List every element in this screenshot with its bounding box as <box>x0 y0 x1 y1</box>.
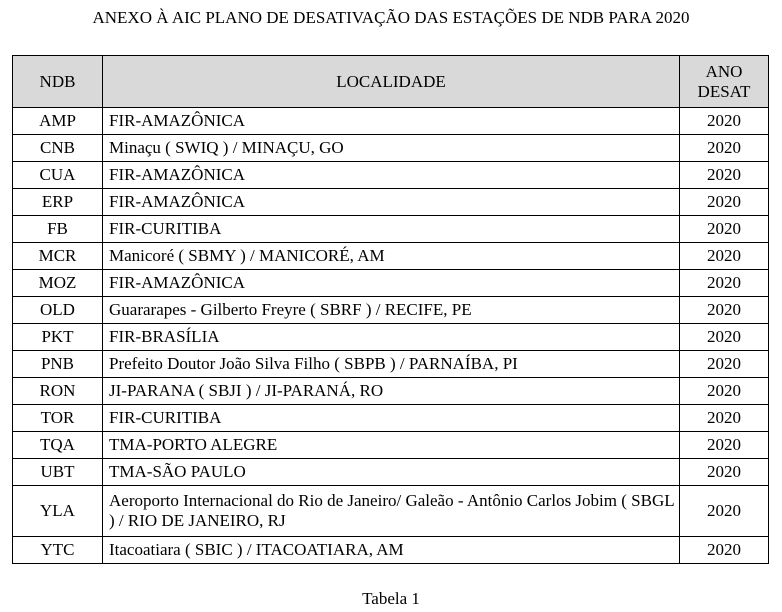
cell-ndb: YTC <box>13 537 103 564</box>
cell-ndb: CUA <box>13 162 103 189</box>
cell-ano-desat: 2020 <box>680 378 769 405</box>
cell-ano-desat: 2020 <box>680 405 769 432</box>
cell-localidade: Guararapes - Gilberto Freyre ( SBRF ) / RECIFE, PE <box>103 297 680 324</box>
cell-localidade: FIR-AMAZÔNICA <box>103 108 680 135</box>
cell-localidade: TMA-SÃO PAULO <box>103 459 680 486</box>
column-header-ndb: NDB <box>13 56 103 108</box>
cell-localidade: TMA-PORTO ALEGRE <box>103 432 680 459</box>
cell-localidade: JI-PARANA ( SBJI ) / JI-PARANÁ, RO <box>103 378 680 405</box>
table-row <box>13 537 769 564</box>
cell-ndb: CNB <box>13 135 103 162</box>
cell-localidade: Manicoré ( SBMY ) / MANICORÉ, AM <box>103 243 680 270</box>
cell-ndb: TQA <box>13 432 103 459</box>
cell-ano-desat: 2020 <box>680 432 769 459</box>
cell-ano-desat: 2020 <box>680 297 769 324</box>
cell-ano-desat: 2020 <box>680 135 769 162</box>
cell-ndb: ERP <box>13 189 103 216</box>
cell-ano-desat: 2020 <box>680 162 769 189</box>
cell-localidade: FIR-CURITIBA <box>103 405 680 432</box>
cell-ndb: PNB <box>13 351 103 378</box>
cell-ndb: AMP <box>13 108 103 135</box>
cell-localidade: FIR-BRASÍLIA <box>103 324 680 351</box>
table-row <box>13 486 769 537</box>
cell-ndb: MOZ <box>13 270 103 297</box>
cell-ano-desat: 2020 <box>680 351 769 378</box>
table-row <box>13 351 769 378</box>
cell-ano-desat: 2020 <box>680 189 769 216</box>
column-header-localidade: LOCALIDADE <box>103 56 680 108</box>
column-header-desat: DESAT <box>697 81 751 101</box>
document-title: ANEXO À AIC PLANO DE DESATIVAÇÃO DAS ESTAÇÕES DE NDB PARA 2020 <box>92 8 690 27</box>
cell-localidade: FIR-CURITIBA <box>103 216 680 243</box>
cell-ano-desat: 2020 <box>680 486 769 537</box>
cell-localidade: Prefeito Doutor João Silva Filho ( SBPB ) / PARNAÍBA, PI <box>103 351 680 378</box>
cell-ano-desat: 2020 <box>680 270 769 297</box>
table-caption: Tabela 1 <box>362 589 420 608</box>
table-header <box>13 56 769 108</box>
cell-ndb: FB <box>13 216 103 243</box>
cell-localidade: FIR-AMAZÔNICA <box>103 270 680 297</box>
cell-ndb: TOR <box>13 405 103 432</box>
table-row <box>13 324 769 351</box>
cell-ano-desat: 2020 <box>680 537 769 564</box>
table-row <box>13 216 769 243</box>
table-row <box>13 135 769 162</box>
table-row <box>13 459 769 486</box>
table-row <box>13 270 769 297</box>
cell-ano-desat: 2020 <box>680 108 769 135</box>
cell-ndb: UBT <box>13 459 103 486</box>
ndb-deactivation-table <box>12 55 769 564</box>
table-row <box>13 378 769 405</box>
table-row <box>13 405 769 432</box>
cell-ndb: PKT <box>13 324 103 351</box>
cell-localidade: Minaçu ( SWIQ ) / MINAÇU, GO <box>103 135 680 162</box>
cell-localidade: Aeroporto Internacional do Rio de Janeiro/ Galeão - Antônio Carlos Jobim ( SBGL ) / RIO DE JANEIRO, RJ <box>103 486 680 537</box>
cell-ano-desat: 2020 <box>680 243 769 270</box>
cell-localidade: Itacoatiara ( SBIC ) / ITACOATIARA, AM <box>103 537 680 564</box>
cell-ano-desat: 2020 <box>680 324 769 351</box>
table-body <box>13 108 769 564</box>
cell-ano-desat: 2020 <box>680 216 769 243</box>
header-row <box>13 56 769 108</box>
table-row <box>13 297 769 324</box>
cell-ndb: YLA <box>13 486 103 537</box>
cell-localidade: FIR-AMAZÔNICA <box>103 162 680 189</box>
cell-localidade: FIR-AMAZÔNICA <box>103 189 680 216</box>
table-row <box>13 108 769 135</box>
cell-ndb: RON <box>13 378 103 405</box>
cell-ano-desat: 2020 <box>680 459 769 486</box>
table-row <box>13 432 769 459</box>
table-row <box>13 243 769 270</box>
cell-ndb: OLD <box>13 297 103 324</box>
cell-ndb: MCR <box>13 243 103 270</box>
column-header-ano: ANO <box>705 61 743 81</box>
table-row <box>13 162 769 189</box>
column-header-ano-desat <box>680 56 769 108</box>
table-row <box>13 189 769 216</box>
